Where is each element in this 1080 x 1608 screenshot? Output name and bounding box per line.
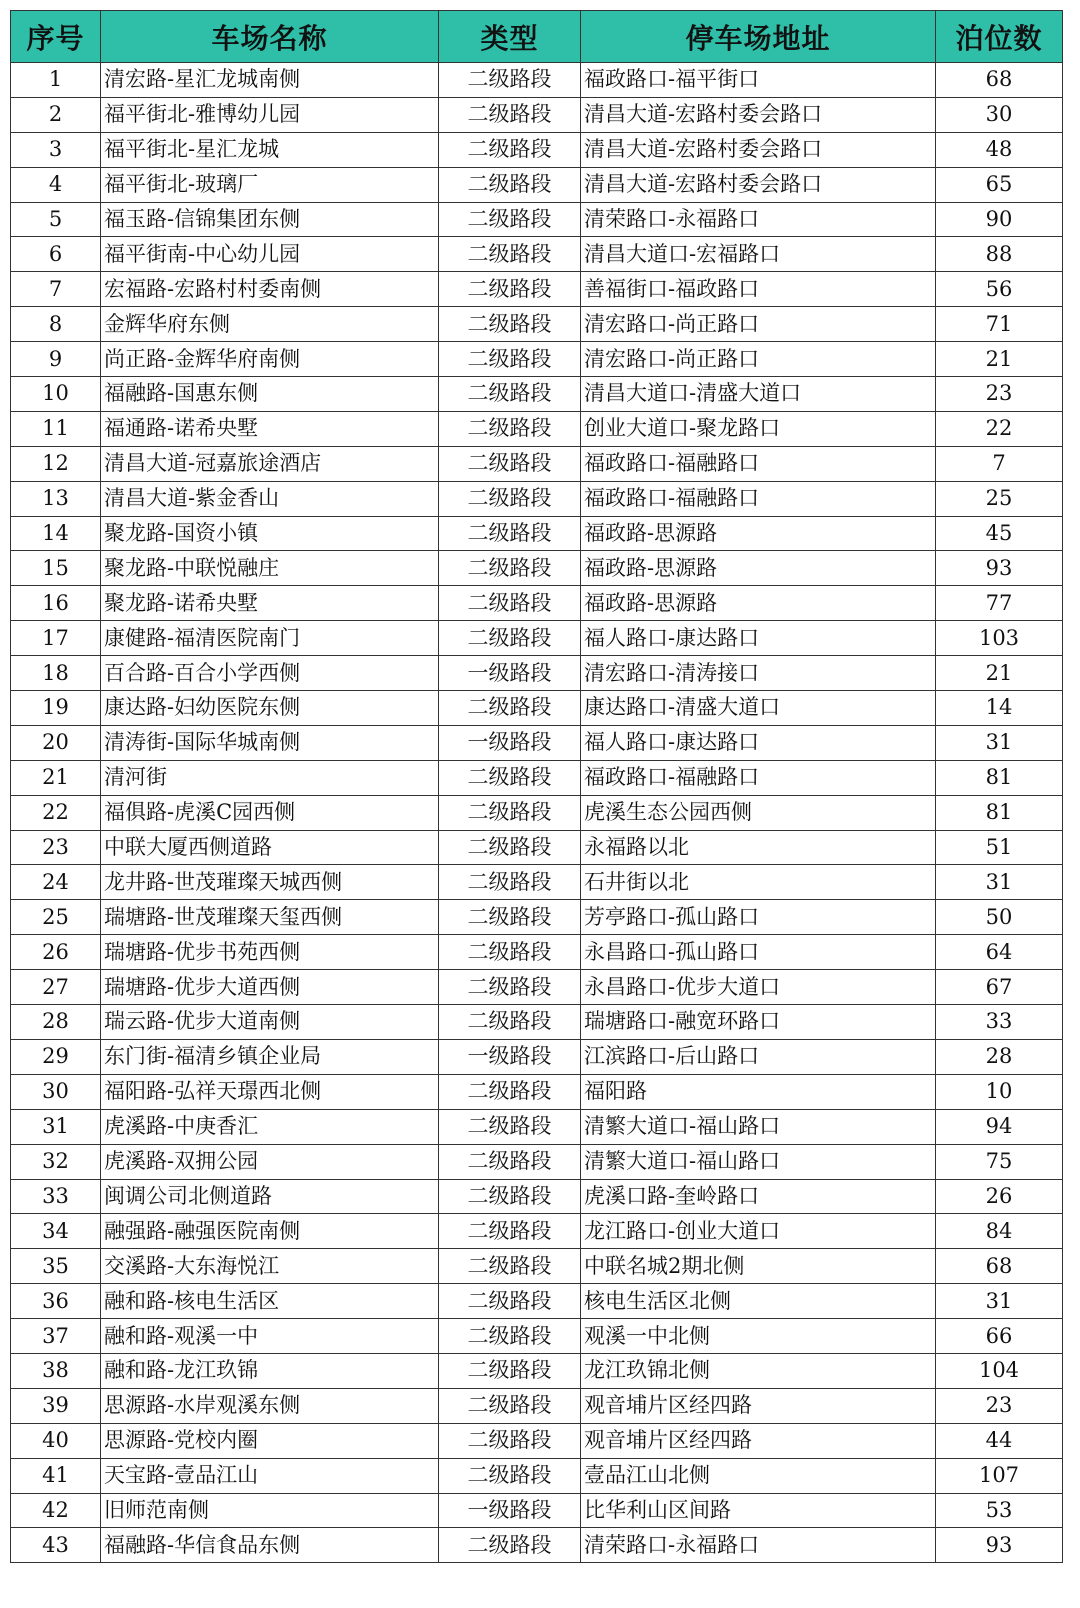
row-index-cell: 14 bbox=[11, 516, 101, 551]
lot-name-cell: 福融路-华信食品东侧 bbox=[101, 1528, 439, 1563]
lot-name-cell: 虎溪路-双拥公园 bbox=[101, 1144, 439, 1179]
table-row bbox=[11, 1179, 1063, 1214]
lot-name-cell: 融强路-融强医院南侧 bbox=[101, 1214, 439, 1249]
address-cell: 清昌大道-宏路村委会路口 bbox=[581, 167, 936, 202]
row-index-cell: 39 bbox=[11, 1388, 101, 1423]
row-index-cell: 12 bbox=[11, 446, 101, 481]
spaces-cell: 94 bbox=[936, 1109, 1063, 1144]
lot-name-cell: 瑞塘路-优步大道西侧 bbox=[101, 970, 439, 1005]
spaces-cell: 84 bbox=[936, 1214, 1063, 1249]
address-cell: 芳亭路口-孤山路口 bbox=[581, 900, 936, 935]
lot-type-cell: 二级路段 bbox=[439, 1109, 581, 1144]
row-index-cell: 28 bbox=[11, 1005, 101, 1040]
row-index-cell: 2 bbox=[11, 97, 101, 132]
table-row bbox=[11, 272, 1063, 307]
table-row bbox=[11, 1249, 1063, 1284]
table-row bbox=[11, 97, 1063, 132]
lot-type-cell: 二级路段 bbox=[439, 377, 581, 412]
table-row bbox=[11, 307, 1063, 342]
lot-name-cell: 龙井路-世茂璀璨天城西侧 bbox=[101, 865, 439, 900]
lot-type-cell: 二级路段 bbox=[439, 900, 581, 935]
row-index-cell: 9 bbox=[11, 342, 101, 377]
spaces-cell: 25 bbox=[936, 481, 1063, 516]
lot-type-cell: 二级路段 bbox=[439, 97, 581, 132]
lot-name-cell: 东门街-福清乡镇企业局 bbox=[101, 1039, 439, 1074]
spaces-cell: 23 bbox=[936, 377, 1063, 412]
lot-type-cell: 二级路段 bbox=[439, 621, 581, 656]
address-cell: 福人路口-康达路口 bbox=[581, 621, 936, 656]
address-cell: 创业大道口-聚龙路口 bbox=[581, 411, 936, 446]
address-cell: 虎溪口路-奎岭路口 bbox=[581, 1179, 936, 1214]
table-row bbox=[11, 1493, 1063, 1528]
spaces-cell: 45 bbox=[936, 516, 1063, 551]
spaces-cell: 75 bbox=[936, 1144, 1063, 1179]
row-index-cell: 41 bbox=[11, 1458, 101, 1493]
lot-name-cell: 清宏路-星汇龙城南侧 bbox=[101, 63, 439, 98]
lot-name-cell: 思源路-水岸观溪东侧 bbox=[101, 1388, 439, 1423]
row-index-cell: 33 bbox=[11, 1179, 101, 1214]
lot-name-cell: 闽调公司北侧道路 bbox=[101, 1179, 439, 1214]
lot-type-cell: 一级路段 bbox=[439, 1039, 581, 1074]
lot-type-cell: 二级路段 bbox=[439, 516, 581, 551]
table-row bbox=[11, 516, 1063, 551]
lot-type-cell: 二级路段 bbox=[439, 1319, 581, 1354]
lot-type-cell: 二级路段 bbox=[439, 202, 581, 237]
address-cell: 清宏路口-尚正路口 bbox=[581, 307, 936, 342]
table-row bbox=[11, 760, 1063, 795]
lot-name-cell: 福俱路-虎溪C园西侧 bbox=[101, 795, 439, 830]
row-index-cell: 29 bbox=[11, 1039, 101, 1074]
row-index-cell: 7 bbox=[11, 272, 101, 307]
address-cell: 福人路口-康达路口 bbox=[581, 725, 936, 760]
spaces-cell: 93 bbox=[936, 551, 1063, 586]
spaces-cell: 22 bbox=[936, 411, 1063, 446]
table-row bbox=[11, 1528, 1063, 1563]
table-row bbox=[11, 1005, 1063, 1040]
address-cell: 清昌大道口-清盛大道口 bbox=[581, 377, 936, 412]
table-row bbox=[11, 691, 1063, 726]
header-spaces: 泊位数 bbox=[936, 11, 1063, 63]
spaces-cell: 31 bbox=[936, 1284, 1063, 1319]
address-cell: 壹品江山北侧 bbox=[581, 1458, 936, 1493]
table-row bbox=[11, 342, 1063, 377]
address-cell: 瑞塘路口-融宽环路口 bbox=[581, 1005, 936, 1040]
spaces-cell: 93 bbox=[936, 1528, 1063, 1563]
address-cell: 龙江路口-创业大道口 bbox=[581, 1214, 936, 1249]
table-row bbox=[11, 132, 1063, 167]
table-row bbox=[11, 1074, 1063, 1109]
table-row bbox=[11, 377, 1063, 412]
row-index-cell: 35 bbox=[11, 1249, 101, 1284]
lot-type-cell: 二级路段 bbox=[439, 342, 581, 377]
lot-name-cell: 福玉路-信锦集团东侧 bbox=[101, 202, 439, 237]
table-row bbox=[11, 830, 1063, 865]
lot-type-cell: 二级路段 bbox=[439, 1353, 581, 1388]
lot-type-cell: 二级路段 bbox=[439, 970, 581, 1005]
lot-name-cell: 融和路-龙江玖锦 bbox=[101, 1353, 439, 1388]
lot-name-cell: 福平街南-中心幼儿园 bbox=[101, 237, 439, 272]
lot-name-cell: 尚正路-金辉华府南侧 bbox=[101, 342, 439, 377]
lot-type-cell: 二级路段 bbox=[439, 1423, 581, 1458]
address-cell: 永福路以北 bbox=[581, 830, 936, 865]
lot-type-cell: 二级路段 bbox=[439, 1249, 581, 1284]
spaces-cell: 64 bbox=[936, 935, 1063, 970]
lot-type-cell: 二级路段 bbox=[439, 1144, 581, 1179]
spaces-cell: 68 bbox=[936, 1249, 1063, 1284]
row-index-cell: 42 bbox=[11, 1493, 101, 1528]
row-index-cell: 23 bbox=[11, 830, 101, 865]
header-type: 类型 bbox=[439, 11, 581, 63]
lot-type-cell: 一级路段 bbox=[439, 656, 581, 691]
spaces-cell: 28 bbox=[936, 1039, 1063, 1074]
header-index: 序号 bbox=[11, 11, 101, 63]
spaces-cell: 68 bbox=[936, 63, 1063, 98]
lot-name-cell: 清昌大道-紫金香山 bbox=[101, 481, 439, 516]
row-index-cell: 21 bbox=[11, 760, 101, 795]
spaces-cell: 30 bbox=[936, 97, 1063, 132]
lot-name-cell: 瑞塘路-世茂璀璨天玺西侧 bbox=[101, 900, 439, 935]
spaces-cell: 48 bbox=[936, 132, 1063, 167]
lot-name-cell: 福阳路-弘祥天璟西北侧 bbox=[101, 1074, 439, 1109]
spaces-cell: 33 bbox=[936, 1005, 1063, 1040]
spaces-cell: 66 bbox=[936, 1319, 1063, 1354]
lot-name-cell: 清涛街-国际华城南侧 bbox=[101, 725, 439, 760]
table-row bbox=[11, 1388, 1063, 1423]
spaces-cell: 65 bbox=[936, 167, 1063, 202]
lot-name-cell: 康健路-福清医院南门 bbox=[101, 621, 439, 656]
lot-type-cell: 二级路段 bbox=[439, 1458, 581, 1493]
lot-type-cell: 二级路段 bbox=[439, 1005, 581, 1040]
spaces-cell: 88 bbox=[936, 237, 1063, 272]
address-cell: 永昌路口-孤山路口 bbox=[581, 935, 936, 970]
row-index-cell: 31 bbox=[11, 1109, 101, 1144]
lot-name-cell: 融和路-核电生活区 bbox=[101, 1284, 439, 1319]
spaces-cell: 103 bbox=[936, 621, 1063, 656]
header-row bbox=[11, 11, 1063, 63]
table-row bbox=[11, 411, 1063, 446]
lot-type-cell: 二级路段 bbox=[439, 1179, 581, 1214]
spaces-cell: 51 bbox=[936, 830, 1063, 865]
table-row bbox=[11, 167, 1063, 202]
spaces-cell: 31 bbox=[936, 725, 1063, 760]
table-row bbox=[11, 63, 1063, 98]
lot-name-cell: 中联大厦西侧道路 bbox=[101, 830, 439, 865]
table-row bbox=[11, 1039, 1063, 1074]
row-index-cell: 10 bbox=[11, 377, 101, 412]
lot-name-cell: 聚龙路-中联悦融庄 bbox=[101, 551, 439, 586]
table-row bbox=[11, 446, 1063, 481]
table-row bbox=[11, 795, 1063, 830]
row-index-cell: 19 bbox=[11, 691, 101, 726]
address-cell: 福阳路 bbox=[581, 1074, 936, 1109]
lot-name-cell: 福平街北-雅博幼儿园 bbox=[101, 97, 439, 132]
spaces-cell: 107 bbox=[936, 1458, 1063, 1493]
address-cell: 永昌路口-优步大道口 bbox=[581, 970, 936, 1005]
lot-name-cell: 融和路-观溪一中 bbox=[101, 1319, 439, 1354]
table-row bbox=[11, 1144, 1063, 1179]
lot-type-cell: 二级路段 bbox=[439, 307, 581, 342]
row-index-cell: 37 bbox=[11, 1319, 101, 1354]
table-row bbox=[11, 1353, 1063, 1388]
lot-name-cell: 福平街北-星汇龙城 bbox=[101, 132, 439, 167]
lot-type-cell: 一级路段 bbox=[439, 1493, 581, 1528]
spaces-cell: 31 bbox=[936, 865, 1063, 900]
address-cell: 观音埔片区经四路 bbox=[581, 1423, 936, 1458]
lot-name-cell: 清河街 bbox=[101, 760, 439, 795]
lot-name-cell: 福融路-国惠东侧 bbox=[101, 377, 439, 412]
table-row bbox=[11, 865, 1063, 900]
spaces-cell: 10 bbox=[936, 1074, 1063, 1109]
row-index-cell: 34 bbox=[11, 1214, 101, 1249]
row-index-cell: 26 bbox=[11, 935, 101, 970]
table-body bbox=[11, 63, 1063, 1563]
lot-name-cell: 思源路-党校内圈 bbox=[101, 1423, 439, 1458]
lot-type-cell: 二级路段 bbox=[439, 691, 581, 726]
row-index-cell: 30 bbox=[11, 1074, 101, 1109]
lot-type-cell: 二级路段 bbox=[439, 1074, 581, 1109]
address-cell: 福政路-思源路 bbox=[581, 551, 936, 586]
row-index-cell: 5 bbox=[11, 202, 101, 237]
row-index-cell: 11 bbox=[11, 411, 101, 446]
address-cell: 清昌大道-宏路村委会路口 bbox=[581, 97, 936, 132]
spaces-cell: 50 bbox=[936, 900, 1063, 935]
address-cell: 观音埔片区经四路 bbox=[581, 1388, 936, 1423]
lot-name-cell: 天宝路-壹品江山 bbox=[101, 1458, 439, 1493]
row-index-cell: 22 bbox=[11, 795, 101, 830]
lot-type-cell: 二级路段 bbox=[439, 865, 581, 900]
row-index-cell: 38 bbox=[11, 1353, 101, 1388]
spaces-cell: 104 bbox=[936, 1353, 1063, 1388]
row-index-cell: 1 bbox=[11, 63, 101, 98]
address-cell: 清荣路口-永福路口 bbox=[581, 202, 936, 237]
table-row bbox=[11, 586, 1063, 621]
spaces-cell: 53 bbox=[936, 1493, 1063, 1528]
lot-type-cell: 二级路段 bbox=[439, 760, 581, 795]
row-index-cell: 20 bbox=[11, 725, 101, 760]
address-cell: 虎溪生态公园西侧 bbox=[581, 795, 936, 830]
row-index-cell: 18 bbox=[11, 656, 101, 691]
address-cell: 清宏路口-尚正路口 bbox=[581, 342, 936, 377]
lot-name-cell: 瑞塘路-优步书苑西侧 bbox=[101, 935, 439, 970]
lot-type-cell: 二级路段 bbox=[439, 935, 581, 970]
table-row bbox=[11, 481, 1063, 516]
row-index-cell: 3 bbox=[11, 132, 101, 167]
table-row bbox=[11, 970, 1063, 1005]
address-cell: 中联名城2期北侧 bbox=[581, 1249, 936, 1284]
address-cell: 善福街口-福政路口 bbox=[581, 272, 936, 307]
address-cell: 清繁大道口-福山路口 bbox=[581, 1109, 936, 1144]
row-index-cell: 6 bbox=[11, 237, 101, 272]
address-cell: 观溪一中北侧 bbox=[581, 1319, 936, 1354]
lot-type-cell: 二级路段 bbox=[439, 1284, 581, 1319]
address-cell: 比华利山区间路 bbox=[581, 1493, 936, 1528]
spaces-cell: 71 bbox=[936, 307, 1063, 342]
lot-type-cell: 二级路段 bbox=[439, 551, 581, 586]
lot-name-cell: 金辉华府东侧 bbox=[101, 307, 439, 342]
spaces-cell: 77 bbox=[936, 586, 1063, 621]
table-row bbox=[11, 900, 1063, 935]
table-row bbox=[11, 1319, 1063, 1354]
address-cell: 福政路-思源路 bbox=[581, 516, 936, 551]
address-cell: 石井街以北 bbox=[581, 865, 936, 900]
row-index-cell: 16 bbox=[11, 586, 101, 621]
address-cell: 龙江玖锦北侧 bbox=[581, 1353, 936, 1388]
spaces-cell: 7 bbox=[936, 446, 1063, 481]
spaces-cell: 67 bbox=[936, 970, 1063, 1005]
lot-type-cell: 二级路段 bbox=[439, 1214, 581, 1249]
address-cell: 江滨路口-后山路口 bbox=[581, 1039, 936, 1074]
row-index-cell: 4 bbox=[11, 167, 101, 202]
lot-name-cell: 福平街北-玻璃厂 bbox=[101, 167, 439, 202]
header-address: 停车场地址 bbox=[581, 11, 936, 63]
lot-type-cell: 二级路段 bbox=[439, 237, 581, 272]
lot-type-cell: 二级路段 bbox=[439, 272, 581, 307]
header-lot-name: 车场名称 bbox=[101, 11, 439, 63]
row-index-cell: 25 bbox=[11, 900, 101, 935]
lot-name-cell: 宏福路-宏路村村委南侧 bbox=[101, 272, 439, 307]
lot-name-cell: 康达路-妇幼医院东侧 bbox=[101, 691, 439, 726]
spaces-cell: 90 bbox=[936, 202, 1063, 237]
lot-type-cell: 二级路段 bbox=[439, 1388, 581, 1423]
table-header bbox=[11, 11, 1063, 63]
spaces-cell: 81 bbox=[936, 795, 1063, 830]
address-cell: 康达路口-清盛大道口 bbox=[581, 691, 936, 726]
address-cell: 福政路口-福融路口 bbox=[581, 481, 936, 516]
row-index-cell: 8 bbox=[11, 307, 101, 342]
table-row bbox=[11, 1284, 1063, 1319]
parking-lot-table bbox=[10, 10, 1063, 1563]
lot-name-cell: 聚龙路-诺希央墅 bbox=[101, 586, 439, 621]
row-index-cell: 24 bbox=[11, 865, 101, 900]
lot-type-cell: 二级路段 bbox=[439, 586, 581, 621]
lot-type-cell: 二级路段 bbox=[439, 63, 581, 98]
table-row bbox=[11, 935, 1063, 970]
address-cell: 清宏路口-清涛接口 bbox=[581, 656, 936, 691]
row-index-cell: 27 bbox=[11, 970, 101, 1005]
lot-type-cell: 二级路段 bbox=[439, 167, 581, 202]
lot-name-cell: 清昌大道-冠嘉旅途酒店 bbox=[101, 446, 439, 481]
lot-type-cell: 二级路段 bbox=[439, 411, 581, 446]
lot-type-cell: 二级路段 bbox=[439, 446, 581, 481]
row-index-cell: 17 bbox=[11, 621, 101, 656]
table-row bbox=[11, 237, 1063, 272]
table-row bbox=[11, 202, 1063, 237]
spaces-cell: 23 bbox=[936, 1388, 1063, 1423]
parking-table-sheet bbox=[10, 10, 1070, 1563]
table-row bbox=[11, 725, 1063, 760]
spaces-cell: 21 bbox=[936, 342, 1063, 377]
table-row bbox=[11, 551, 1063, 586]
lot-type-cell: 二级路段 bbox=[439, 481, 581, 516]
table-row bbox=[11, 1423, 1063, 1458]
lot-name-cell: 瑞云路-优步大道南侧 bbox=[101, 1005, 439, 1040]
table-row bbox=[11, 656, 1063, 691]
lot-type-cell: 一级路段 bbox=[439, 725, 581, 760]
lot-name-cell: 聚龙路-国资小镇 bbox=[101, 516, 439, 551]
table-row bbox=[11, 1109, 1063, 1144]
spaces-cell: 56 bbox=[936, 272, 1063, 307]
address-cell: 福政路-思源路 bbox=[581, 586, 936, 621]
lot-type-cell: 二级路段 bbox=[439, 795, 581, 830]
row-index-cell: 36 bbox=[11, 1284, 101, 1319]
address-cell: 清昌大道口-宏福路口 bbox=[581, 237, 936, 272]
lot-name-cell: 旧师范南侧 bbox=[101, 1493, 439, 1528]
address-cell: 清昌大道-宏路村委会路口 bbox=[581, 132, 936, 167]
spaces-cell: 14 bbox=[936, 691, 1063, 726]
lot-type-cell: 二级路段 bbox=[439, 1528, 581, 1563]
lot-name-cell: 虎溪路-中庚香汇 bbox=[101, 1109, 439, 1144]
table-row bbox=[11, 1458, 1063, 1493]
row-index-cell: 13 bbox=[11, 481, 101, 516]
row-index-cell: 40 bbox=[11, 1423, 101, 1458]
lot-name-cell: 交溪路-大东海悦江 bbox=[101, 1249, 439, 1284]
address-cell: 清繁大道口-福山路口 bbox=[581, 1144, 936, 1179]
lot-name-cell: 百合路-百合小学西侧 bbox=[101, 656, 439, 691]
table-row bbox=[11, 621, 1063, 656]
address-cell: 福政路口-福平街口 bbox=[581, 63, 936, 98]
address-cell: 福政路口-福融路口 bbox=[581, 446, 936, 481]
address-cell: 福政路口-福融路口 bbox=[581, 760, 936, 795]
lot-type-cell: 二级路段 bbox=[439, 830, 581, 865]
spaces-cell: 26 bbox=[936, 1179, 1063, 1214]
spaces-cell: 44 bbox=[936, 1423, 1063, 1458]
address-cell: 清荣路口-永福路口 bbox=[581, 1528, 936, 1563]
row-index-cell: 43 bbox=[11, 1528, 101, 1563]
lot-type-cell: 二级路段 bbox=[439, 132, 581, 167]
table-row bbox=[11, 1214, 1063, 1249]
row-index-cell: 32 bbox=[11, 1144, 101, 1179]
address-cell: 核电生活区北侧 bbox=[581, 1284, 936, 1319]
spaces-cell: 21 bbox=[936, 656, 1063, 691]
spaces-cell: 81 bbox=[936, 760, 1063, 795]
row-index-cell: 15 bbox=[11, 551, 101, 586]
lot-name-cell: 福通路-诺希央墅 bbox=[101, 411, 439, 446]
